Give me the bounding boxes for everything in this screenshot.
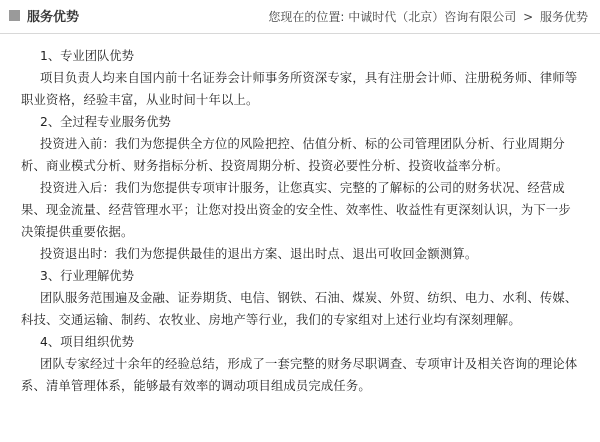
- section-heading: 3、行业理解优势: [40, 269, 134, 283]
- section-heading: 4、项目组织优势: [40, 335, 134, 349]
- section-paragraph: 团队服务范围遍及金融、证券期货、电信、钢铁、石油、煤炭、外贸、纺织、电力、水利、传媒、科技、交通运输、制药、农牧业、房地产等行业，我们的专家组对上述行业均有深刻理解。: [21, 291, 578, 327]
- title-block: [9, 6, 79, 25]
- section-heading: 2、全过程专业服务优势: [40, 115, 171, 129]
- title-marker-icon: [9, 10, 20, 21]
- breadcrumb-link-home[interactable]: 中诚时代（北京）咨询有限公司: [348, 10, 517, 24]
- breadcrumb-current: 服务优势: [539, 10, 588, 24]
- section-paragraph: 投资退出时：我们为您提供最佳的退出方案、退出时点、退出可收回金额测算。: [40, 247, 478, 261]
- section-paragraph: 项目负责人均来自国内前十名证券会计师事务所资深专家，具有注册会计师、注册税务师、律师等职业资格，经验丰富，从业时间十年以上。: [21, 71, 578, 107]
- breadcrumb: [268, 8, 588, 25]
- breadcrumb-separator: >: [523, 10, 534, 24]
- section-paragraph: 团队专家经过十余年的经验总结，形成了一套完整的财务尽职调查、专项审计及相关咨询的理论体系、清单管理体系，能够最有效率的调动项目组成员完成任务。: [21, 357, 578, 393]
- page-title: 服务优势: [27, 10, 80, 25]
- breadcrumb-prefix: 您现在的位置:: [268, 10, 345, 24]
- article-body: [21, 45, 583, 397]
- section-heading: 1、专业团队优势: [40, 49, 134, 63]
- page-header: [0, 0, 600, 34]
- section-paragraph: 投资进入前：我们为您提供全方位的风险把控、估值分析、标的公司管理团队分析、行业周期分析、商业模式分析、财务指标分析、投资周期分析、投资必要性分析、投资收益率分析。: [21, 137, 565, 173]
- section-paragraph: 投资进入后：我们为您提供专项审计服务，让您真实、完整的了解标的公司的财务状况、经营成果、现金流量、经营管理水平；让您对投出资金的安全性、效率性、收益性有更深刻认识，为下一步决策提供重要依据。: [21, 181, 571, 239]
